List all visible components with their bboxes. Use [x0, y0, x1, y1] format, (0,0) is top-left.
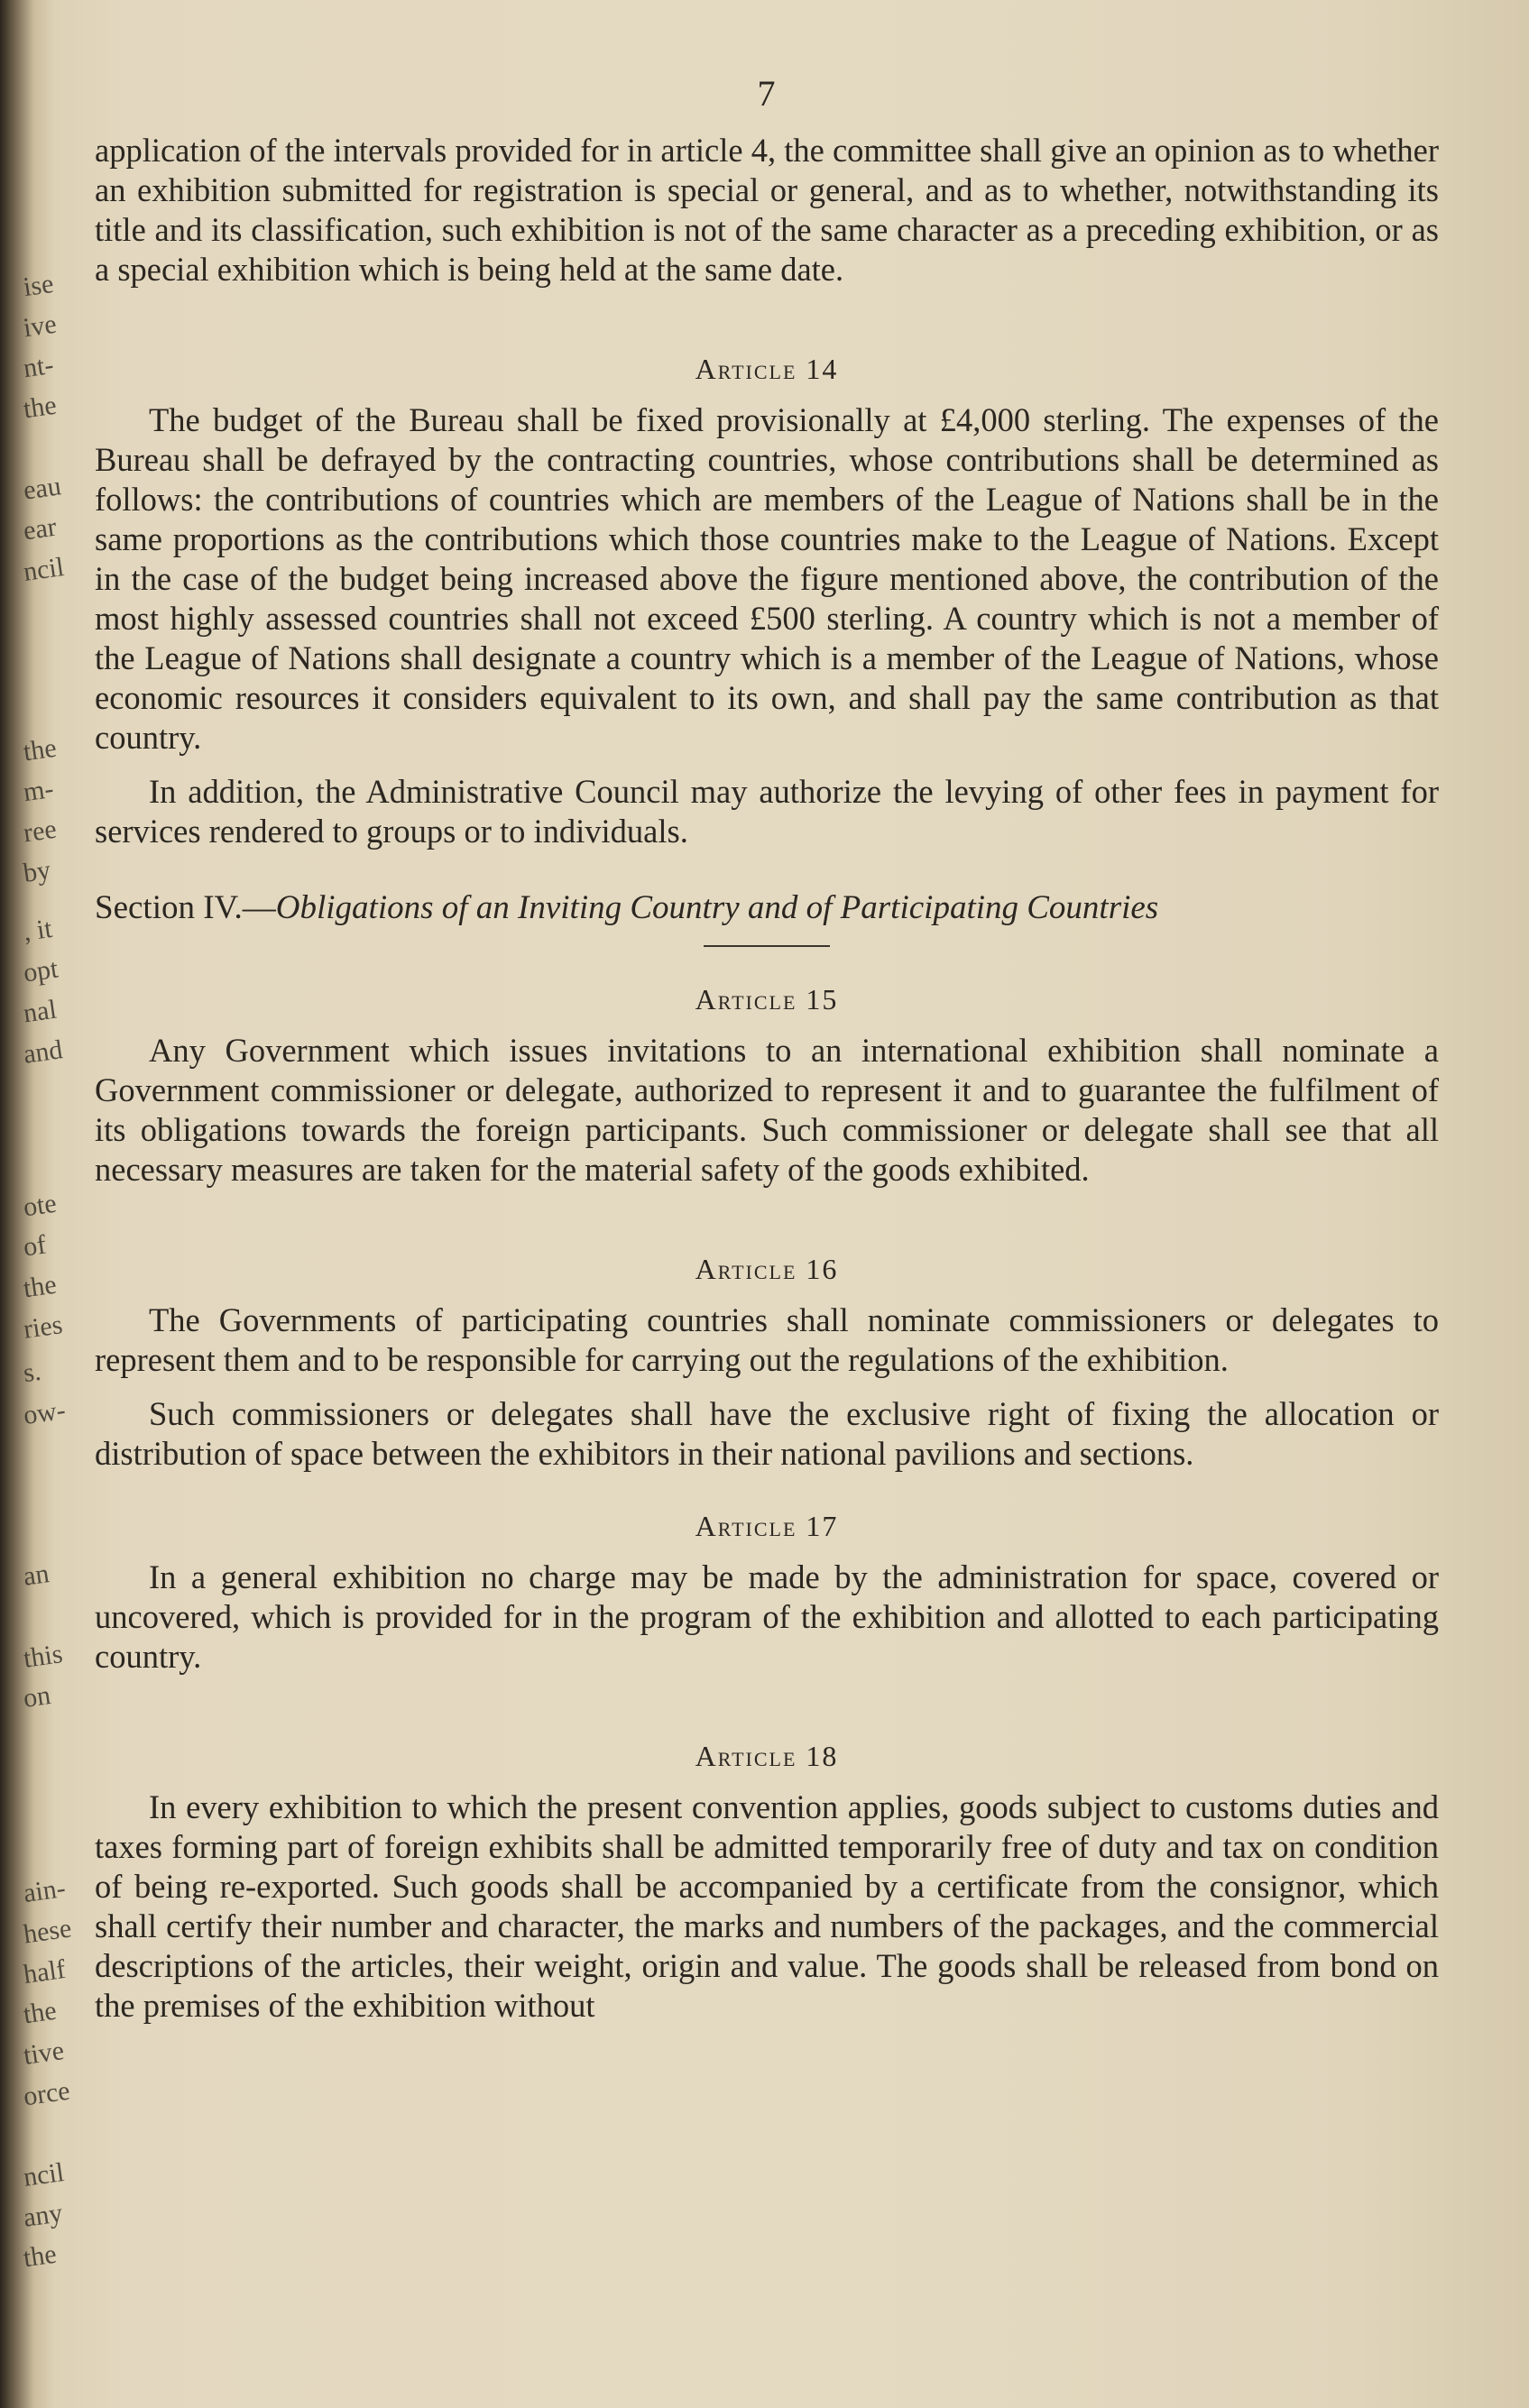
paragraph-article-13-continued: application of the intervals provided for in article 4, the committee shall give an opinion as to whether an exhibition submitted for registration is special or general, and as to whether, notwithstanding its title and its classification, such exhibition is not of the same character as a preceding exhibition, or as a special exhibition which is being held at the same date. — [95, 132, 1439, 288]
margin-fragment: this — [21, 1639, 65, 1674]
margin-fragment: half — [21, 1953, 68, 1990]
margin-fragment: tive — [21, 2036, 67, 2071]
paragraph-article-15: Any Government which issues invitations to an international exhibition shall nominate a Government commissioner or delegate, authorized to represent it and to guarantee the fulfilment of its obligations towards the foreign participants. Such commissioner or delegate shall see that all necessary measures are taken for the material safety of the goods exhibited. — [95, 1032, 1439, 1188]
paragraph-article-18: In every exhibition to which the present convention applies, goods subject to customs duties and taxes forming part of foreign exhibits shall be admitted temporarily free of duty and tax on condition of being re-exported. Such goods shall be accompanied by a certificate from the consignor, which shall certify their number and character, the marks and numbers of the packages, and the commercial descriptions of the articles, their weight, origin and value. The goods shall be released from bond on the premises of the exhibition without — [95, 1788, 1439, 2024]
article-15-heading: Article 15 — [695, 983, 839, 1016]
section-iv-title: Obligations of an Inviting Country and of Participating Countries — [275, 889, 1159, 926]
margin-fragment: s. — [21, 1356, 43, 1389]
margin-fragment: the — [21, 732, 59, 767]
page-number: 7 — [757, 73, 777, 114]
margin-fragment: the — [21, 1269, 59, 1304]
paragraph-article-14-budget: The budget of the Bureau shall be fixed provisionally at £4,000 sterling. The expenses of the Bureau shall be defrayed by the contracting countries, whose contributions shall be determined as follows: the contributions of countries which are members of the League of Nations shall be in the same proportions as the contributions which those countries make to the League of Nations. Except in the case of the budget being increased above the figure mentioned above, the contribution of the most highly assessed countries shall not exceed £500 sterling. A country which is not a member of the League of Nations shall designate a country which is a member of the League of Nations, whose economic resources it considers equivalent to its own, and shall pay the same contribution as that country. — [95, 401, 1439, 756]
margin-fragment: eau — [21, 471, 63, 506]
margin-fragment: ise — [21, 268, 56, 303]
adjacent-page-margin — [20, 0, 83, 2408]
article-14-heading: Article 14 — [695, 353, 839, 385]
margin-fragment: ries — [21, 1310, 65, 1345]
margin-fragment: and — [21, 1034, 65, 1070]
article-17-heading: Article 17 — [695, 1510, 839, 1542]
margin-fragment: the — [21, 390, 59, 425]
margin-fragment: ote — [21, 1188, 59, 1223]
margin-fragment: m- — [21, 773, 56, 808]
margin-fragment: ow- — [21, 1394, 68, 1431]
margin-fragment: opt — [21, 953, 60, 988]
margin-fragment: ain- — [21, 1872, 68, 1909]
margin-fragment: ree — [21, 813, 59, 849]
section-iv-prefix: Section IV.— — [95, 889, 276, 926]
margin-fragment: hese — [21, 1913, 74, 1950]
margin-fragment: ncil — [21, 2157, 67, 2192]
margin-fragment: by — [21, 855, 53, 888]
margin-fragment: ncil — [21, 552, 67, 587]
article-16-heading: Article 16 — [695, 1253, 839, 1285]
margin-fragment: an — [21, 1558, 51, 1592]
margin-fragment: any — [21, 2198, 65, 2233]
paragraph-article-14-fees: In addition, the Administrative Council may authorize the levying of other fees in payment for services rendered to groups or to individuals. — [95, 773, 1439, 850]
margin-fragment: the — [21, 2238, 59, 2274]
margin-fragment: nt- — [21, 349, 56, 384]
margin-fragment: ear — [21, 511, 59, 547]
margin-fragment: of — [21, 1229, 49, 1263]
section-iv-heading — [95, 887, 1439, 929]
article-18-heading: Article 18 — [695, 1740, 839, 1772]
margin-fragment: ive — [21, 308, 59, 344]
paragraph-article-17: In a general exhibition no charge may be made by the administration for space, covered or uncovered, which is provided for in the program of the exhibition and allotted to each participating country. — [95, 1558, 1439, 1675]
margin-fragment: nal — [21, 994, 59, 1029]
margin-fragment: orce — [21, 2075, 72, 2112]
margin-fragment: the — [21, 1995, 59, 2030]
paragraph-article-16-allocation: Such commissioners or delegates shall have the exclusive right of fixing the allocation or distribution of space between the exhibitors in their national pavilions and sections. — [95, 1395, 1439, 1472]
page-content — [95, 72, 1439, 2026]
margin-fragment: , it — [21, 913, 54, 948]
paragraph-article-16-nomination: The Governments of participating countries shall nominate commissioners or delegates to represent them and to be responsible for carrying out the regulations of the exhibition. — [95, 1301, 1439, 1378]
margin-fragment: on — [21, 1680, 53, 1714]
